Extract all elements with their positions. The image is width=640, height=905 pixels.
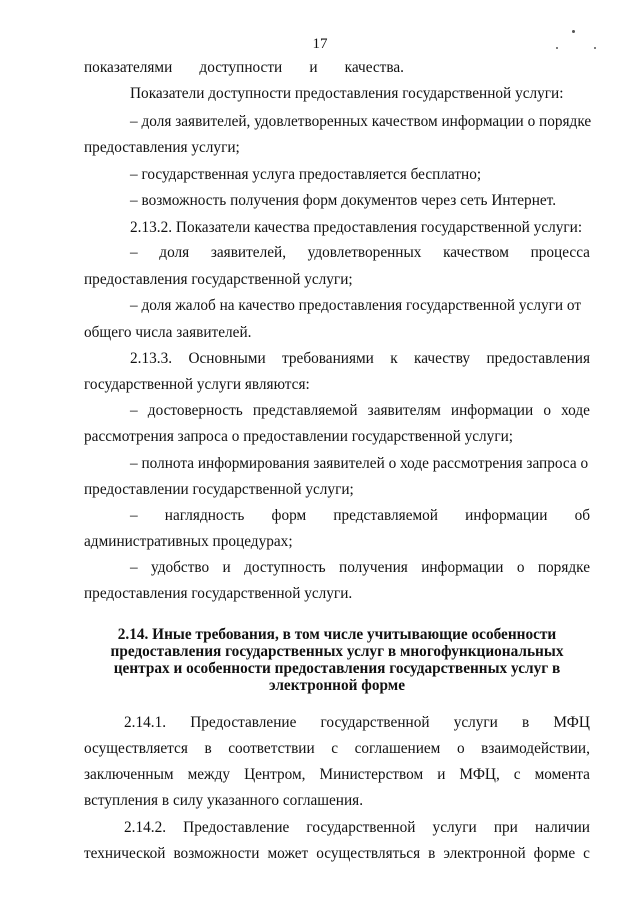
word: порядке xyxy=(537,559,590,576)
section-heading-line: 2.14. Иные требования, в том числе учитывающие особенности xyxy=(117,626,557,643)
word: государственной xyxy=(306,819,416,836)
word: 2.13.3. xyxy=(130,350,173,367)
text-line: предоставления услуги; xyxy=(84,139,240,156)
word: – xyxy=(130,507,138,524)
word: между xyxy=(187,766,231,783)
word: с xyxy=(513,766,521,783)
word: возможности xyxy=(173,845,260,862)
text-line: – полнота информирования заявителей о ходе рассмотрения запроса о xyxy=(130,455,589,472)
scan-speck xyxy=(594,47,596,49)
text-line: вступления в силу указанного соглашения. xyxy=(84,792,364,809)
word: достоверность xyxy=(147,402,243,419)
word: доступности xyxy=(199,59,283,76)
scan-speck xyxy=(572,30,575,33)
word: и xyxy=(437,766,446,783)
text-line: предоставления государственной услуги; xyxy=(84,271,353,288)
text-line xyxy=(124,713,590,733)
word: Предоставление xyxy=(190,714,297,731)
text-line: предоставления государственной услуги. xyxy=(84,585,353,602)
word: 2.14.2. xyxy=(124,819,167,836)
word: процесса xyxy=(530,244,590,261)
word: услуги xyxy=(432,819,477,836)
text-line: 2.13.2. Показатели качества предоставления государственной услуги: xyxy=(130,219,583,236)
word: заявителям xyxy=(367,402,441,419)
word: заключенным xyxy=(84,766,174,783)
scan-speck xyxy=(556,47,558,49)
word: может xyxy=(267,845,309,862)
word: Центром, xyxy=(244,766,306,783)
word: Министерством xyxy=(319,766,424,783)
word: в xyxy=(428,845,436,862)
text-line xyxy=(84,58,404,78)
word: об xyxy=(574,507,590,524)
word: наглядность xyxy=(164,507,245,524)
text-line xyxy=(84,739,590,759)
word: о xyxy=(543,402,551,419)
word: представляемой xyxy=(333,507,438,524)
word: государственной xyxy=(320,714,430,731)
word: осуществляться xyxy=(316,845,421,862)
word: момента xyxy=(534,766,590,783)
word: предоставления xyxy=(486,350,590,367)
word: получения xyxy=(339,559,408,576)
word: в xyxy=(522,714,530,731)
word: – xyxy=(130,559,138,576)
text-line: Показатели доступности предоставления государственной услуги: xyxy=(130,85,564,102)
word: – xyxy=(130,402,138,419)
word: информации xyxy=(421,559,504,576)
word: форме xyxy=(533,845,576,862)
text-line: государственной услуги являются: xyxy=(84,376,310,393)
page-number: 17 xyxy=(312,36,328,52)
word: технической xyxy=(84,845,166,862)
text-line: – государственная услуга предоставляется бесплатно; xyxy=(130,166,482,183)
text-line xyxy=(130,558,590,578)
text-line: – доля заявителей, удовлетворенных качеством информации о порядке xyxy=(130,113,592,130)
word: качества. xyxy=(344,59,404,76)
section-heading-line: центрах и особенности предоставления государственных услуг в xyxy=(113,660,561,677)
word: Предоставление xyxy=(183,819,290,836)
word: ходе xyxy=(561,402,590,419)
word: о xyxy=(456,740,465,757)
word: осуществляется xyxy=(84,740,188,757)
word: требованиями xyxy=(282,350,374,367)
text-line xyxy=(130,243,590,263)
word: при xyxy=(493,819,518,836)
word: МФЦ, xyxy=(459,766,500,783)
text-line: – доля жалоб на качество предоставления государственной услуги от xyxy=(130,297,582,314)
word: качеству xyxy=(414,350,471,367)
text-line xyxy=(124,818,590,838)
word: электронной xyxy=(443,845,526,862)
word: услуги xyxy=(453,714,498,731)
word: – xyxy=(130,244,138,261)
word: МФЦ xyxy=(553,714,590,731)
text-line: предоставлении государственной услуги; xyxy=(84,481,354,498)
text-line xyxy=(84,765,590,785)
word: соглашением xyxy=(354,740,441,757)
word: о xyxy=(516,559,525,576)
text-line xyxy=(84,844,590,864)
text-line: общего числа заявителей. xyxy=(84,324,252,341)
text-line: административных процедурах; xyxy=(84,533,293,550)
word: с xyxy=(331,740,339,757)
word: показателями xyxy=(84,59,173,76)
word: в xyxy=(204,740,212,757)
word: Основными xyxy=(188,350,266,367)
word: представляемой xyxy=(252,402,358,419)
word: форм xyxy=(271,507,307,524)
word: информации xyxy=(450,402,534,419)
text-line xyxy=(130,401,590,421)
word: с xyxy=(583,845,590,862)
text-line: – возможность получения форм документов через сеть Интернет. xyxy=(130,192,557,209)
word: доступность xyxy=(244,559,326,576)
section-heading-line: предоставления государственных услуг в многофункциональных xyxy=(110,643,564,660)
word: взаимодействии, xyxy=(481,740,590,757)
word: удобство xyxy=(151,559,210,576)
word: и xyxy=(309,59,318,76)
word: к xyxy=(390,350,398,367)
section-heading-line: электронной форме xyxy=(268,677,405,694)
word: качеством xyxy=(443,244,509,261)
word: доля xyxy=(159,244,190,261)
text-line: рассмотрения запроса о предоставлении государственной услуги; xyxy=(84,428,514,445)
word: соответствии xyxy=(228,740,315,757)
word: наличии xyxy=(534,819,590,836)
word: заявителей, xyxy=(210,244,287,261)
word: удовлетворенных xyxy=(307,244,422,261)
word: информации xyxy=(465,507,548,524)
word: 2.14.1. xyxy=(124,714,167,731)
text-line xyxy=(130,506,590,526)
text-line xyxy=(130,349,590,369)
word: и xyxy=(222,559,231,576)
